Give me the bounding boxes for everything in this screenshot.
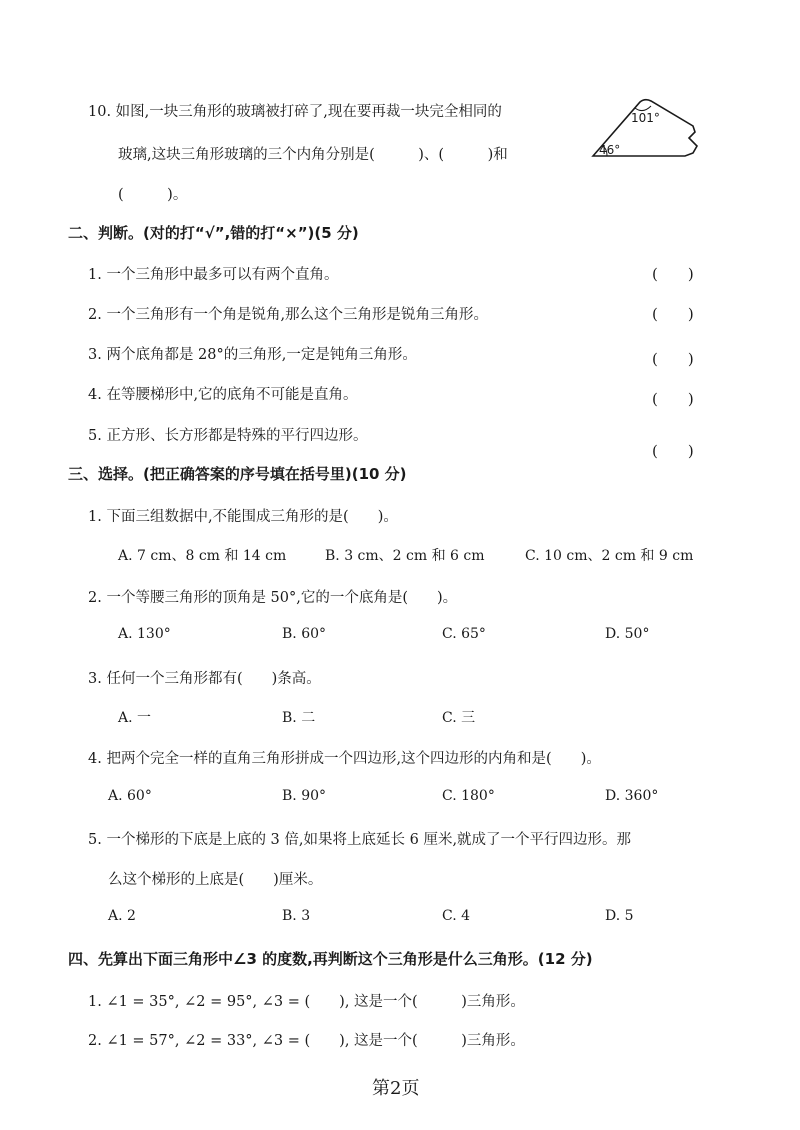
- q10-line1: 10. 如图,一块三角形的玻璃被打碎了,现在要再裁一块完全相同的: [88, 104, 502, 120]
- choice-q3-option-b[interactable]: B. 二: [282, 710, 316, 726]
- q10-line3: ( )。: [118, 187, 188, 203]
- judge-answer-3[interactable]: ( ): [652, 350, 694, 368]
- angle-calc-item-1: 1. ∠1 = 35°, ∠2 = 95°, ∠3 = ( ), 这是一个( )三角形。: [88, 994, 525, 1010]
- section2-title: 二、判断。(对的打“√”,错的打“×”)(5 分): [68, 224, 359, 242]
- choice-q5-option-b[interactable]: B. 3: [282, 908, 311, 924]
- choice-q4-option-a[interactable]: A. 60°: [108, 788, 152, 804]
- choice-q3: 3. 任何一个三角形都有( )条高。: [88, 671, 321, 687]
- page-number: 第2页: [372, 1078, 420, 1099]
- choice-q4-option-d[interactable]: D. 360°: [605, 788, 659, 804]
- judge-item-3: 3. 两个底角都是 28°的三角形,一定是钝角三角形。: [88, 347, 417, 363]
- judge-answer-4[interactable]: ( ): [652, 390, 694, 408]
- choice-q4: 4. 把两个完全一样的直角三角形拼成一个四边形,这个四边形的内角和是( )。: [88, 751, 601, 767]
- choice-q5-option-c[interactable]: C. 4: [442, 908, 471, 924]
- choice-q2-option-a[interactable]: A. 130°: [118, 626, 171, 642]
- choice-q1-option-c[interactable]: C. 10 cm、2 cm 和 9 cm: [525, 548, 694, 564]
- section3-title: 三、选择。(把正确答案的序号填在括号里)(10 分): [68, 465, 407, 483]
- choice-q1: 1. 下面三组数据中,不能围成三角形的是( )。: [88, 509, 398, 525]
- choice-q2: 2. 一个等腰三角形的顶角是 50°,它的一个底角是( )。: [88, 590, 458, 606]
- angle-calc-item-2: 2. ∠1 = 57°, ∠2 = 33°, ∠3 = ( ), 这是一个( )三角形。: [88, 1033, 525, 1049]
- angle-46-label: 46°: [599, 143, 621, 157]
- choice-q3-option-a[interactable]: A. 一: [118, 710, 152, 726]
- section4-title: 四、先算出下面三角形中∠3 的度数,再判断这个三角形是什么三角形。(12 分): [68, 950, 593, 968]
- judge-item-5: 5. 正方形、长方形都是特殊的平行四边形。: [88, 428, 368, 444]
- choice-q2-option-d[interactable]: D. 50°: [605, 626, 650, 642]
- choice-q4-option-b[interactable]: B. 90°: [282, 788, 327, 804]
- choice-q4-option-c[interactable]: C. 180°: [442, 788, 495, 804]
- choice-q5: 5. 一个梯形的下底是上底的 3 倍,如果将上底延长 6 厘米,就成了一个平行四边形。那: [88, 832, 632, 848]
- choice-q1-option-b[interactable]: B. 3 cm、2 cm 和 6 cm: [325, 548, 485, 564]
- judge-item-1: 1. 一个三角形中最多可以有两个直角。: [88, 267, 339, 283]
- choice-q5-option-a[interactable]: A. 2: [108, 908, 136, 924]
- q10-line2: 玻璃,这块三角形玻璃的三个内角分别是( )、( )和: [118, 147, 508, 163]
- judge-answer-1[interactable]: ( ): [652, 265, 694, 283]
- judge-item-4: 4. 在等腰梯形中,它的底角不可能是直角。: [88, 387, 358, 403]
- judge-answer-5[interactable]: ( ): [652, 442, 694, 460]
- choice-q2-option-c[interactable]: C. 65°: [442, 626, 486, 642]
- choice-q1-option-a[interactable]: A. 7 cm、8 cm 和 14 cm: [118, 548, 287, 564]
- choice-q5-option-d[interactable]: D. 5: [605, 908, 634, 924]
- choice-q5-line2: 么这个梯形的上底是( )厘米。: [108, 872, 323, 888]
- judge-item-2: 2. 一个三角形有一个角是锐角,那么这个三角形是锐角三角形。: [88, 307, 489, 323]
- choice-q2-option-b[interactable]: B. 60°: [282, 626, 327, 642]
- choice-q3-option-c[interactable]: C. 三: [442, 710, 476, 726]
- angle-101-label: 101°: [631, 111, 660, 125]
- broken-glass-triangle-figure: [585, 96, 710, 166]
- judge-answer-2[interactable]: ( ): [652, 305, 694, 323]
